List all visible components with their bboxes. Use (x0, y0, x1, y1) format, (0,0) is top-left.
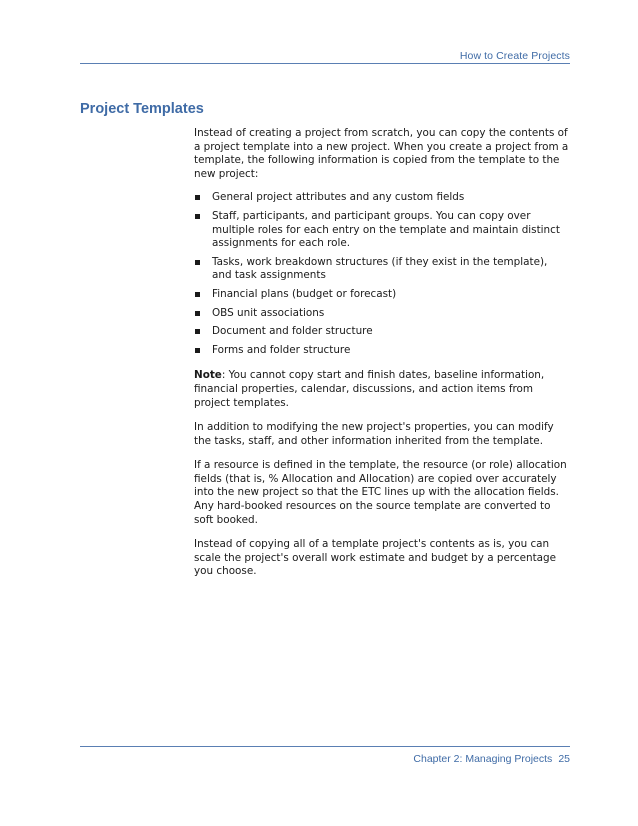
square-bullet-icon (195, 329, 200, 334)
note-label: Note (194, 369, 222, 382)
square-bullet-icon (195, 195, 200, 200)
footer-rule (80, 746, 570, 747)
header-rule (80, 63, 570, 64)
list-item-text: Staff, participants, and participant groups. You can copy over multiple roles for each entry on the template and maintain distinct assignments for each role. (212, 209, 560, 250)
modify-paragraph: In addition to modifying the new project's properties, you can modify the tasks, staff, and other information inherited from the template. (194, 421, 554, 447)
list-item (194, 191, 570, 205)
page-number: 25 (558, 753, 570, 765)
body-content (194, 127, 570, 590)
list-item (194, 210, 570, 251)
list-item-text: Financial plans (budget or forecast) (212, 287, 397, 300)
list-item (194, 307, 570, 321)
running-footer (413, 753, 570, 765)
list-item-text: General project attributes and any custom fields (212, 191, 465, 204)
square-bullet-icon (195, 348, 200, 353)
running-header: How to Create Projects (459, 50, 570, 62)
intro-paragraph: Instead of creating a project from scratch, you can copy the contents of a project template into a new project. When you create a project from a template, the following information is copied from the template to the new project: (194, 127, 569, 180)
copied-items-list (194, 191, 570, 357)
square-bullet-icon (195, 292, 200, 297)
square-bullet-icon (195, 311, 200, 316)
square-bullet-icon (195, 260, 200, 265)
list-item-text: Document and folder structure (212, 325, 373, 338)
chapter-title: Chapter 2: Managing Projects (413, 753, 553, 765)
section-title: Project Templates (80, 101, 204, 117)
list-item-text: OBS unit associations (212, 306, 325, 319)
list-item (194, 325, 570, 339)
note-text: : You cannot copy start and finish dates, baseline information, financial properties, calendar, discussions, and action items from project templates. (194, 369, 545, 409)
list-item (194, 256, 570, 283)
scale-paragraph: Instead of copying all of a template project's contents as is, you can scale the project's overall work estimate and budget by a percentage you choose. (194, 538, 557, 578)
square-bullet-icon (195, 214, 200, 219)
note-paragraph (194, 369, 570, 410)
list-item-text: Tasks, work breakdown structures (if they exist in the template), and task assignments (212, 255, 548, 282)
list-item-text: Forms and folder structure (212, 343, 351, 356)
list-item (194, 344, 570, 358)
list-item (194, 288, 570, 302)
resource-paragraph: If a resource is defined in the template, the resource (or role) allocation fields (that is, % Allocation and Allocation) are copied over accurately into the new project so that the ETC lines up with the allocation fields. Any hard-booked resources on the source template are converted to soft booked. (194, 459, 567, 526)
